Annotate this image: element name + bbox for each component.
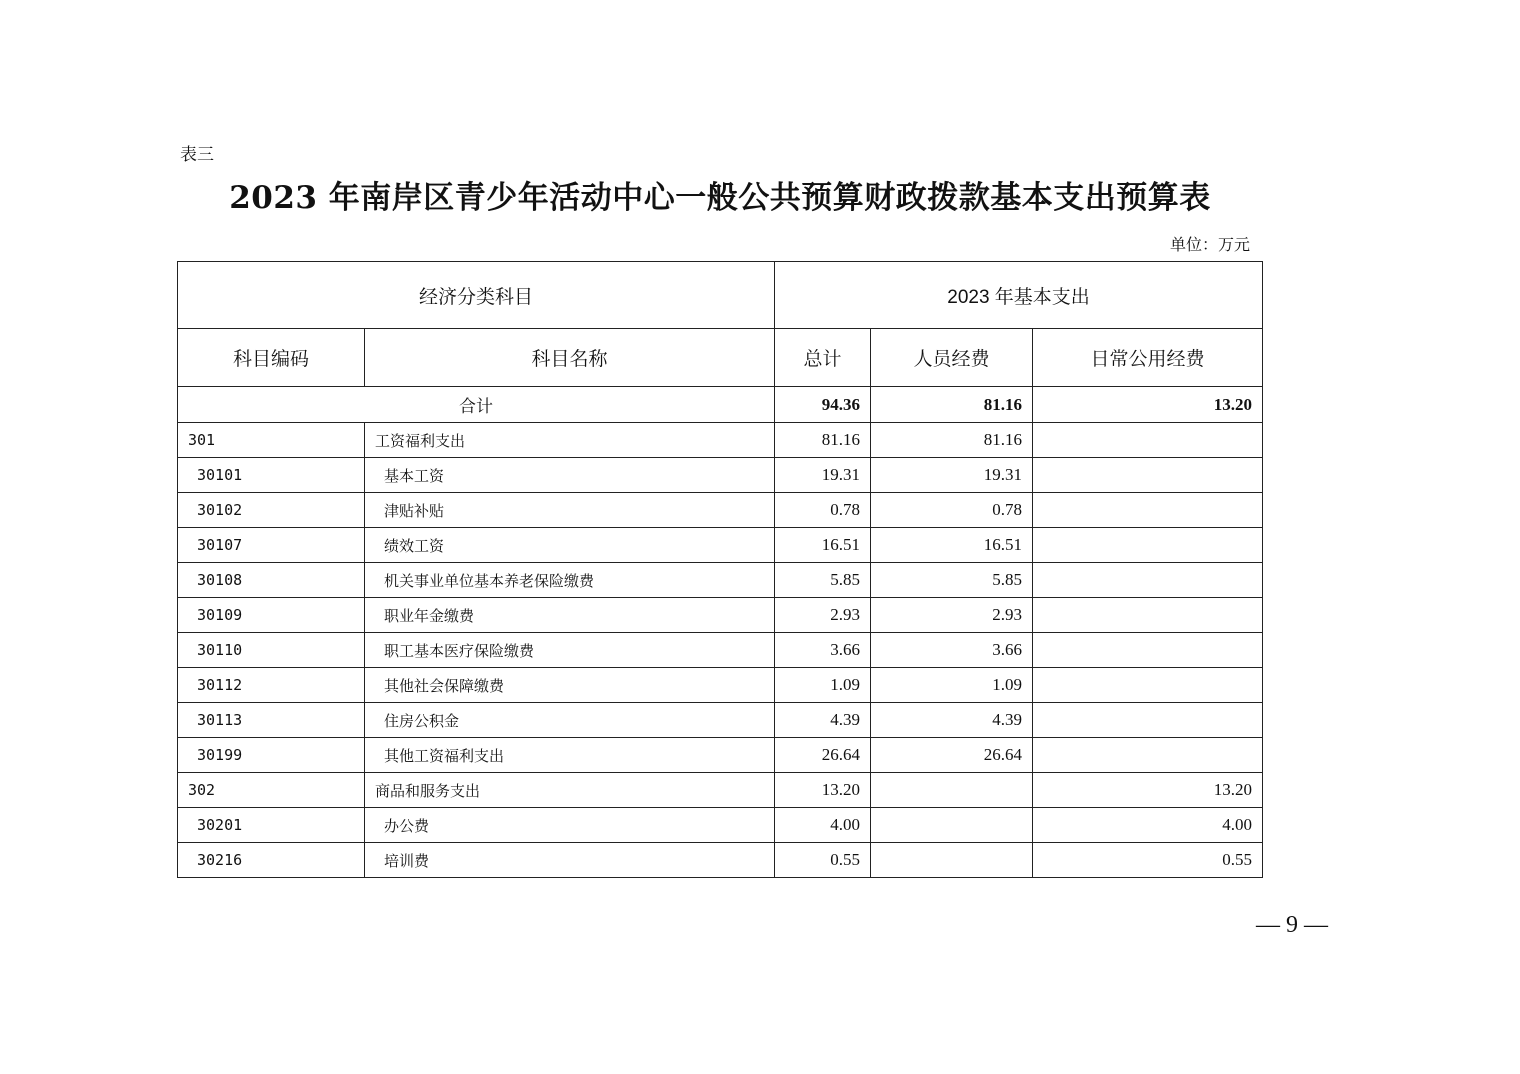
row-code: 30108 xyxy=(178,563,365,598)
row-name: 基本工资 xyxy=(365,458,775,493)
row-public xyxy=(1033,563,1263,598)
row-public xyxy=(1033,598,1263,633)
table-row xyxy=(178,528,1263,563)
unit-label: 单位：万元 xyxy=(1169,235,1250,254)
row-code: 30201 xyxy=(178,808,365,843)
row-personnel: 16.51 xyxy=(871,528,1033,563)
row-code: 302 xyxy=(178,773,365,808)
row-total: 1.09 xyxy=(775,668,871,703)
row-public xyxy=(1033,423,1263,458)
row-code: 30107 xyxy=(178,528,365,563)
row-personnel xyxy=(871,773,1033,808)
row-total: 19.31 xyxy=(775,458,871,493)
header-total: 总计 xyxy=(775,329,871,387)
row-name: 职业年金缴费 xyxy=(365,598,775,633)
row-public: 0.55 xyxy=(1033,843,1263,878)
page-number: — 9 — xyxy=(1256,912,1328,938)
row-personnel xyxy=(871,843,1033,878)
row-code: 30109 xyxy=(178,598,365,633)
row-name: 商品和服务支出 xyxy=(365,773,775,808)
row-code: 301 xyxy=(178,423,365,458)
header-economic-classification: 经济分类科目 xyxy=(178,262,775,329)
row-name: 绩效工资 xyxy=(365,528,775,563)
row-personnel xyxy=(871,808,1033,843)
table-row xyxy=(178,738,1263,773)
row-total: 4.39 xyxy=(775,703,871,738)
row-name: 其他社会保障缴费 xyxy=(365,668,775,703)
table-row xyxy=(178,633,1263,668)
row-total: 5.85 xyxy=(775,563,871,598)
row-public: 13.20 xyxy=(1033,773,1263,808)
row-code: 30112 xyxy=(178,668,365,703)
row-name: 工资福利支出 xyxy=(365,423,775,458)
total-public: 13.20 xyxy=(1033,387,1263,423)
row-personnel: 4.39 xyxy=(871,703,1033,738)
row-total: 26.64 xyxy=(775,738,871,773)
total-row xyxy=(178,387,1263,423)
row-name: 机关事业单位基本养老保险缴费 xyxy=(365,563,775,598)
row-total: 13.20 xyxy=(775,773,871,808)
row-code: 30110 xyxy=(178,633,365,668)
table-row xyxy=(178,598,1263,633)
row-code: 30102 xyxy=(178,493,365,528)
budget-table xyxy=(177,261,1263,878)
row-public xyxy=(1033,493,1263,528)
header-row-2 xyxy=(178,329,1263,387)
row-name: 其他工资福利支出 xyxy=(365,738,775,773)
row-personnel: 5.85 xyxy=(871,563,1033,598)
table-row xyxy=(178,808,1263,843)
row-code: 30101 xyxy=(178,458,365,493)
header-personnel: 人员经费 xyxy=(871,329,1033,387)
row-public xyxy=(1033,738,1263,773)
table-row xyxy=(178,703,1263,738)
row-personnel: 19.31 xyxy=(871,458,1033,493)
row-code: 30113 xyxy=(178,703,365,738)
row-code: 30199 xyxy=(178,738,365,773)
row-personnel: 3.66 xyxy=(871,633,1033,668)
row-name: 住房公积金 xyxy=(365,703,775,738)
row-code: 30216 xyxy=(178,843,365,878)
row-total: 81.16 xyxy=(775,423,871,458)
row-total: 4.00 xyxy=(775,808,871,843)
row-total: 0.55 xyxy=(775,843,871,878)
table-label: 表三 xyxy=(180,145,214,165)
header-row-1 xyxy=(178,262,1263,329)
row-name: 培训费 xyxy=(365,843,775,878)
total-personnel: 81.16 xyxy=(871,387,1033,423)
row-public xyxy=(1033,703,1263,738)
table-row xyxy=(178,563,1263,598)
row-total: 0.78 xyxy=(775,493,871,528)
header-code: 科目编码 xyxy=(178,329,365,387)
row-total: 2.93 xyxy=(775,598,871,633)
row-public xyxy=(1033,633,1263,668)
row-total: 3.66 xyxy=(775,633,871,668)
table-row xyxy=(178,773,1263,808)
header-public: 日常公用经费 xyxy=(1033,329,1263,387)
row-name: 职工基本医疗保险缴费 xyxy=(365,633,775,668)
table-row xyxy=(178,423,1263,458)
row-total: 16.51 xyxy=(775,528,871,563)
header-name: 科目名称 xyxy=(365,329,775,387)
row-personnel: 81.16 xyxy=(871,423,1033,458)
row-name: 办公费 xyxy=(365,808,775,843)
total-sum: 94.36 xyxy=(775,387,871,423)
row-personnel: 0.78 xyxy=(871,493,1033,528)
row-personnel: 2.93 xyxy=(871,598,1033,633)
table-row xyxy=(178,843,1263,878)
row-name: 津贴补贴 xyxy=(365,493,775,528)
total-label: 合计 xyxy=(178,387,775,423)
table-row xyxy=(178,458,1263,493)
row-public: 4.00 xyxy=(1033,808,1263,843)
header-basic-expenditure: 2023 年基本支出 xyxy=(775,262,1263,329)
row-personnel: 1.09 xyxy=(871,668,1033,703)
row-public xyxy=(1033,528,1263,563)
row-public xyxy=(1033,458,1263,493)
table-row xyxy=(178,493,1263,528)
document-title: 2023 年南岸区青少年活动中心一般公共预算财政拨款基本支出预算表 xyxy=(229,180,1211,216)
row-public xyxy=(1033,668,1263,703)
table-row xyxy=(178,668,1263,703)
row-personnel: 26.64 xyxy=(871,738,1033,773)
